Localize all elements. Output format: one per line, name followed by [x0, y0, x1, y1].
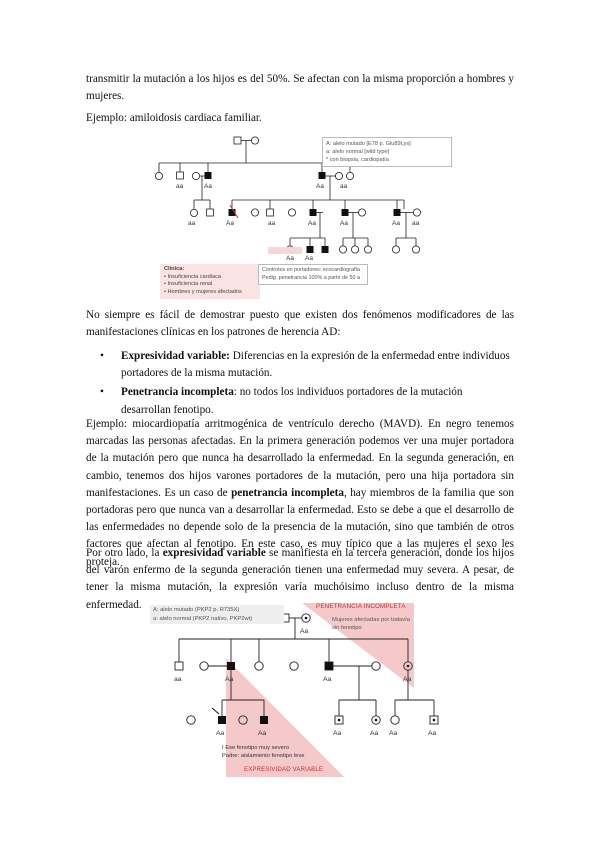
- svg-text:Aa: Aa: [204, 183, 212, 190]
- paragraph-expresividad: Por otro lado, la expresividad variable se manifiesta en la tercera generación, donde los hijos del varón enfermo de la segunda generación tienen una enfermedad muy severa. A pesar, de tener la misma mutación, la expresión varía muchóisimo incluso dentro de la misma enfermedad.: [86, 547, 514, 611]
- svg-text:Aa: Aa: [340, 220, 348, 227]
- gen3-severe-male: [218, 716, 226, 724]
- paragraph-mavd: Ejemplo: miocardiopatía arritmogénica de ventrículo derecho (MAVD). En negro tenemos marcadas las personas afectadas. En la primera generación podemos ver una mujer portadora de la mutación pero que nunca ha desarrollado la enfermedad. En la segunda generación, en cambio, tenemos dos hijos varones portadores de la mutación, pero una hija portadora sin manifestaciones. Es un caso de penetrancia incompleta, hay miembros de la familia que son portadoras pero que nunca van a desarrollar la enfermedad. Esto se debe a que el desarrollo de las enfermedades no depende solo de la presencia de la mutación, sino que también de otros factores que afectan al fenotipo. En este caso, es muy típico que a las mujeres el sexo les proteja.: [86, 418, 514, 568]
- severe-note: I Ese fenotipo muy severo Padre: aislamiento fenotipo leve: [222, 745, 305, 759]
- svg-text:Aa: Aa: [305, 255, 313, 262]
- svg-text:Aa: Aa: [316, 183, 324, 190]
- penetrance-note: Mujeres afectadas por todavía sin fenotipo: [332, 617, 410, 631]
- svg-text:Aa: Aa: [300, 628, 309, 635]
- gen2-affected-male-2: [325, 662, 333, 670]
- penetrance-title: PENETRANCIA INCOMPLETA: [316, 603, 406, 610]
- paragraph-transmission: transmitir la mutación a los hijos es del 50%. Se afectan con la misma proporción a hombres y mujeres.: [86, 73, 514, 103]
- paragraph-intro-modifiers: No siempre es fácil de demostrar puesto que existen dos fenómenos modificadores de las manifestaciones clínicas en los patrones de herencia AD:: [86, 309, 514, 339]
- svg-text:aa: aa: [340, 183, 348, 190]
- svg-text:Aa: Aa: [216, 730, 225, 737]
- svg-text:Aa: Aa: [323, 676, 332, 683]
- example-amyloidosis: Ejemplo: amiloidosis cardiaca familiar.: [86, 112, 262, 124]
- fig1-clinic-box: Clínica: • Insuficiencia cardiaca • Insuficiencia renal • Hombres y mujeres afectados: [160, 264, 260, 299]
- svg-text:Aa: Aa: [226, 220, 234, 227]
- svg-text:aa: aa: [174, 676, 182, 683]
- gen3-severe-male-2: [260, 716, 268, 724]
- svg-text:Aa: Aa: [286, 255, 294, 262]
- svg-text:Aa: Aa: [333, 730, 342, 737]
- svg-text:aa: aa: [176, 183, 184, 190]
- bullet-expresividad: • Expresividad variable: Diferencias en la expresión de la enfermedad entre individuos portadores de la misma mutación.: [100, 348, 514, 382]
- svg-text:Aa: Aa: [308, 220, 316, 227]
- svg-text:aa: aa: [412, 220, 420, 227]
- fig1-note-box: Controles en portadores: ecocardiografía Pedig. penetrancia 100% a partir de 50 a: [258, 264, 368, 285]
- svg-text:Aa: Aa: [225, 676, 234, 683]
- svg-text:Aa: Aa: [389, 730, 398, 737]
- svg-text:Aa: Aa: [258, 730, 267, 737]
- fig2-legend: A: alelo mutado (PKP2 p. R735X) a: alelo normal (PKP2 nativo, PKP2wt): [150, 605, 284, 624]
- bullet-penetrancia: • Penetrancia incompleta: no todos los individuos portadores de la mutación desarrollan fenotipo.: [100, 384, 514, 418]
- expressivity-title: EXPRESIVIDAD VARIABLE: [244, 767, 324, 773]
- svg-text:aa: aa: [268, 220, 276, 227]
- svg-text:Aa: Aa: [370, 730, 379, 737]
- fig1-legend: A: alelo mutado [E78 p. Glu89Lys] a: alelo normal [wild type] * con biopsia, cardiopatía: [322, 137, 452, 167]
- svg-text:Aa: Aa: [403, 676, 412, 683]
- svg-text:Aa: Aa: [392, 220, 400, 227]
- svg-text:Aa: Aa: [428, 730, 437, 737]
- svg-text:aa: aa: [188, 220, 196, 227]
- gen2-affected-male: [227, 662, 235, 670]
